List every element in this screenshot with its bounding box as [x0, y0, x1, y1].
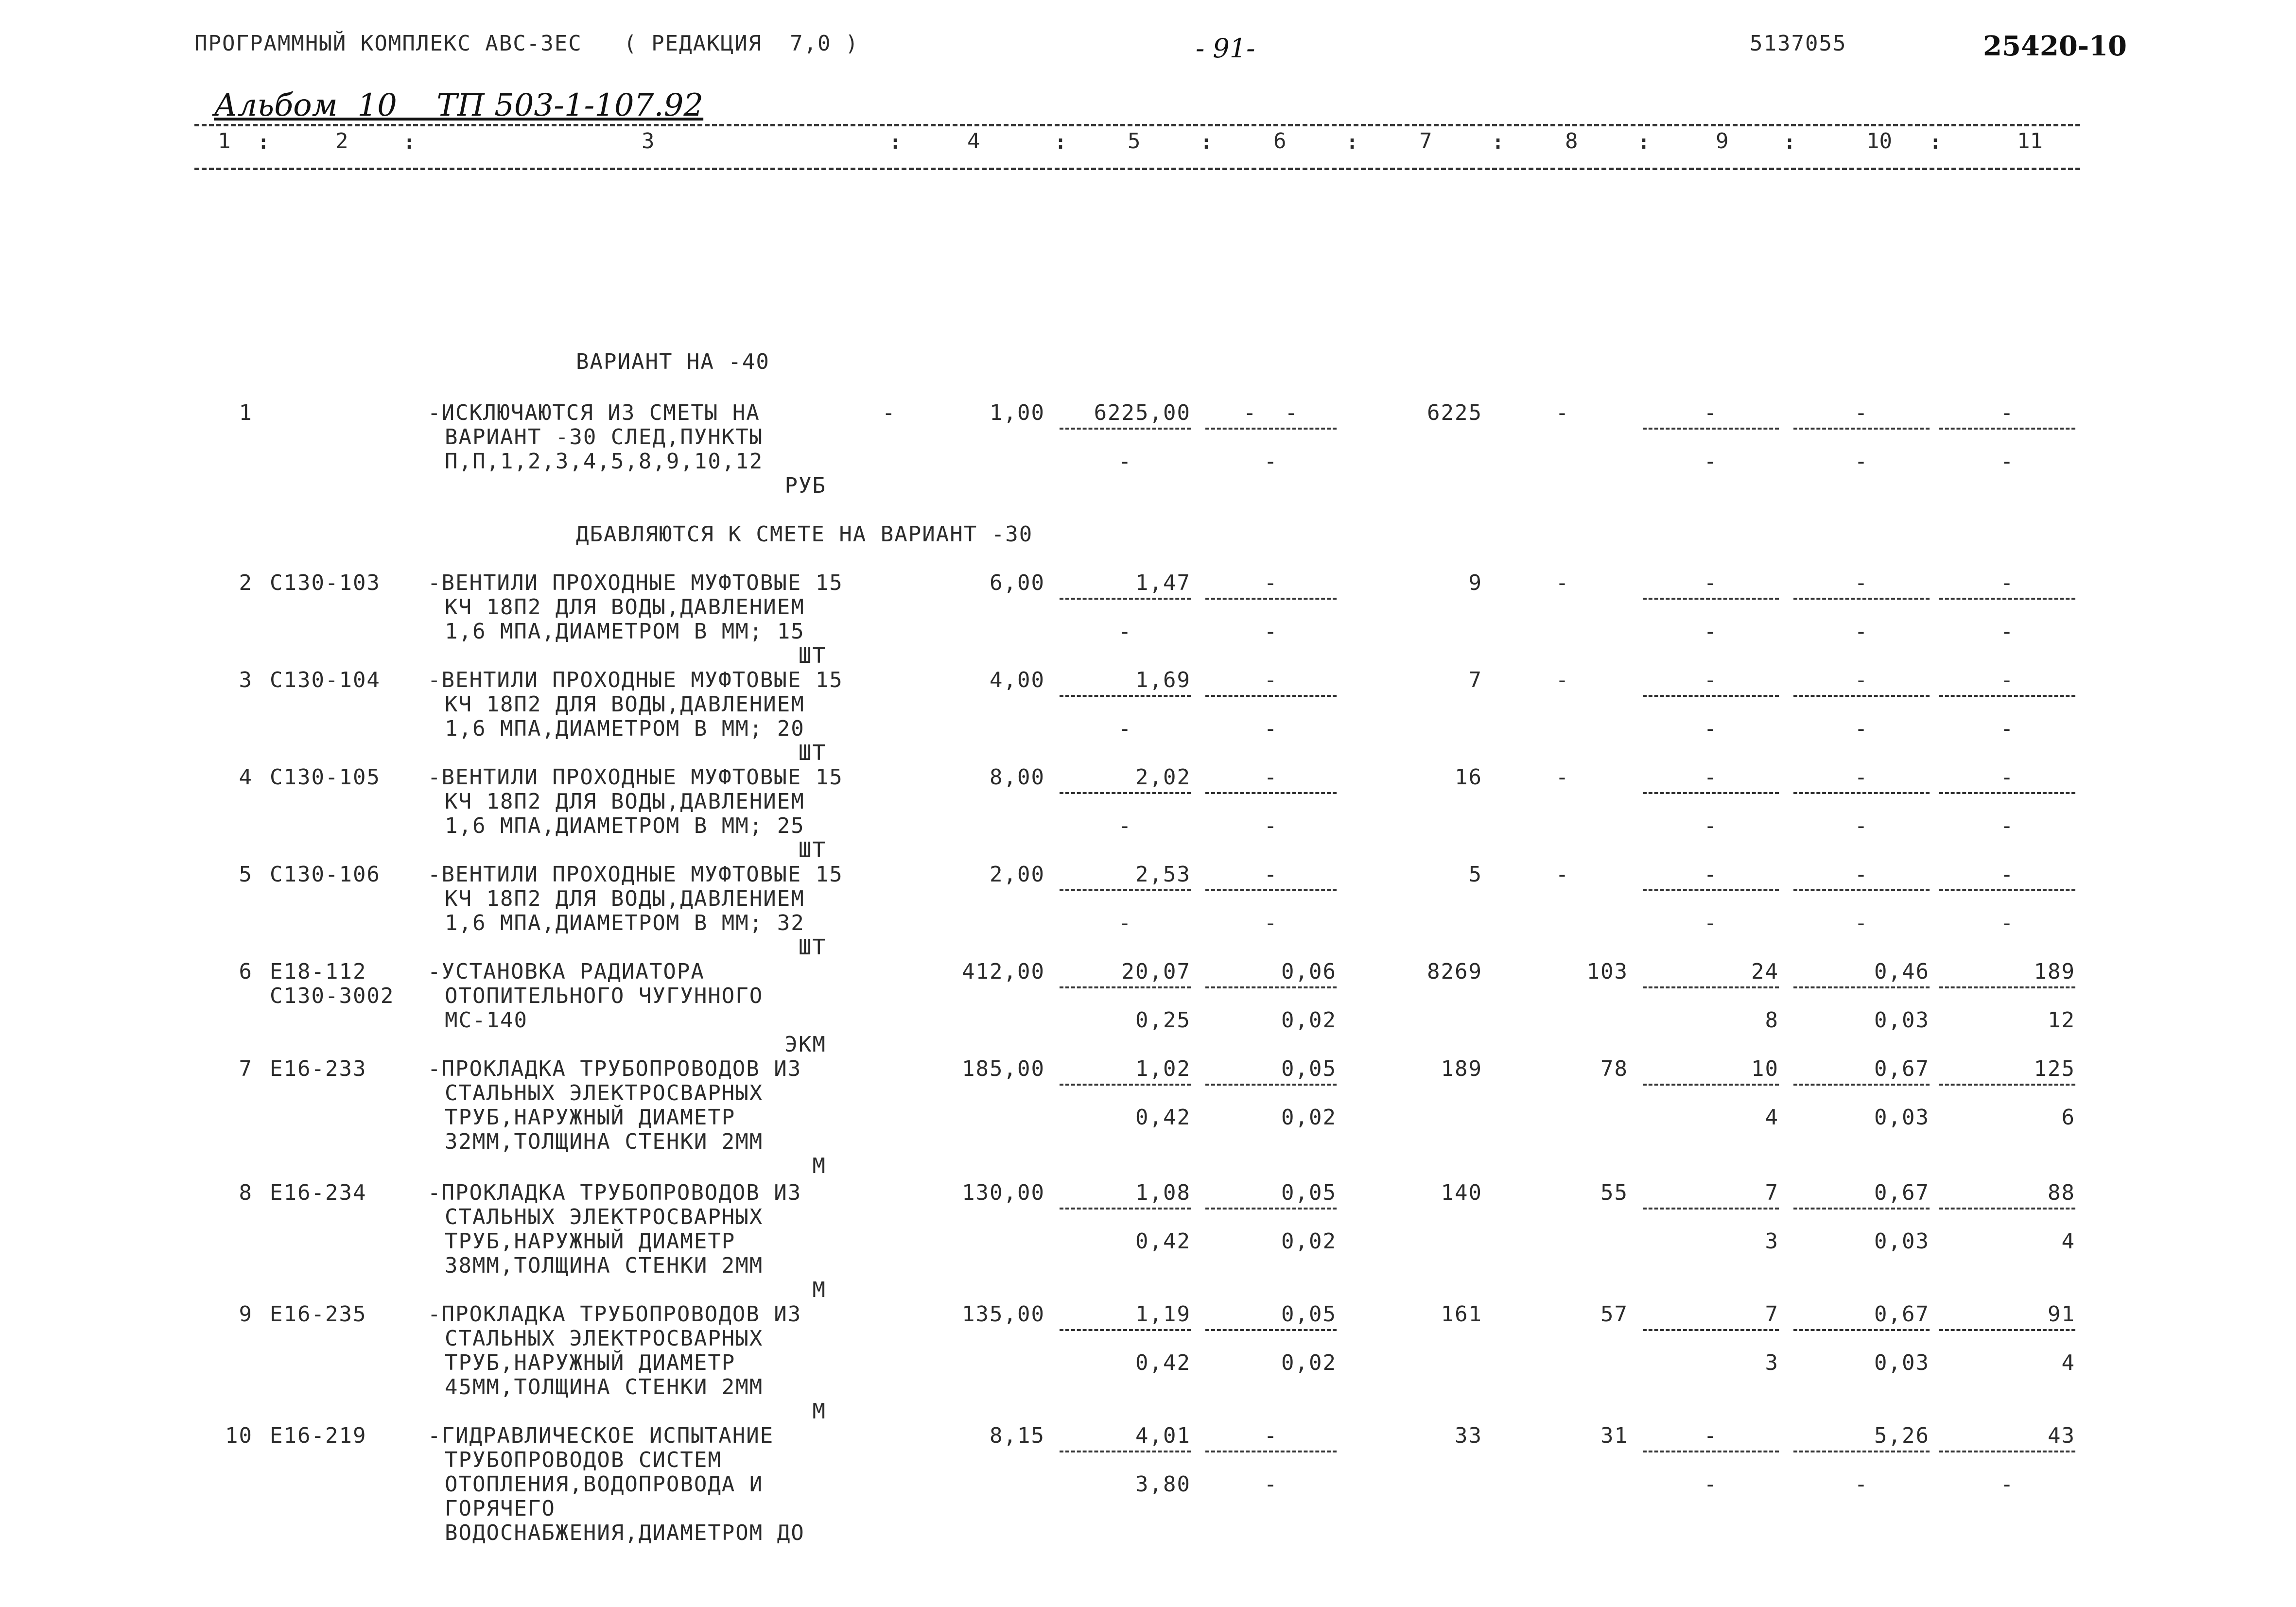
fraction-divider [1205, 1208, 1337, 1210]
fraction-divider [1060, 792, 1191, 794]
description-line: 38ММ,ТОЛЩИНА СТЕНКИ 2ММ [445, 1253, 764, 1278]
operation-wages: - [1704, 449, 1718, 474]
machine-wages: - [1264, 1472, 1278, 1497]
machine-total: 0,06 [1281, 959, 1337, 984]
labor-machine-total: 4 [2061, 1350, 2075, 1375]
labor-unit: - [1854, 400, 1869, 425]
fraction-divider [1205, 792, 1337, 794]
price-code: С130-3002 [270, 984, 395, 1008]
fraction-divider [1643, 1208, 1779, 1210]
description-line: 1,6 МПА,ДИАМЕТРОМ В ММ; 15 [445, 619, 805, 644]
column-separator: : [258, 131, 270, 154]
column-separator: : [1930, 131, 1942, 154]
fraction-divider [1793, 1451, 1930, 1452]
labor-machine-unit: - [1854, 813, 1869, 838]
price-wages: - [1118, 619, 1132, 644]
cost-wages: - [1555, 400, 1570, 425]
labor-total: 125 [2034, 1056, 2075, 1081]
fraction-divider [1793, 1208, 1930, 1210]
cost-wages: - [1555, 668, 1570, 692]
labor-total: 43 [2048, 1423, 2075, 1448]
description-line: -ПРОКЛАДКА ТРУБОПРОВОДОВ ИЗ [428, 1180, 802, 1205]
labor-total: 189 [2034, 959, 2075, 984]
labor-machine-total: - [2000, 619, 2015, 644]
quantity: 2,00 [990, 862, 1045, 887]
quantity: 8,00 [990, 765, 1045, 790]
row-number: 6 [239, 959, 253, 984]
labor-machine-unit: 0,03 [1874, 1105, 1930, 1130]
fraction-divider [1793, 695, 1930, 697]
column-separator: : [1346, 131, 1358, 154]
cost-total: 33 [1455, 1423, 1482, 1448]
operation-wages: 3 [1765, 1229, 1779, 1254]
cost-total: 189 [1441, 1056, 1482, 1081]
machine-total: - [1264, 668, 1278, 692]
fraction-divider [1205, 1451, 1337, 1452]
row-number: 3 [239, 668, 253, 692]
description-line: 45ММ,ТОЛЩИНА СТЕНКИ 2ММ [445, 1375, 764, 1400]
labor-machine-total: - [2000, 911, 2015, 935]
price-wages: - [1118, 716, 1132, 741]
cost-wages: - [1555, 570, 1570, 595]
machine-total: - [1264, 570, 1278, 595]
cost-wages: 31 [1600, 1423, 1628, 1448]
description-line: ОТОПИТЕЛЬНОГО ЧУГУННОГО [445, 984, 764, 1008]
description-line: -ВЕНТИЛИ ПРОХОДНЫЕ МУФТОВЫЕ 15 [428, 570, 843, 595]
labor-total: - [2000, 765, 2015, 790]
price-total: 6225,00 [1094, 400, 1191, 425]
unit: ШТ [799, 643, 826, 668]
price-total: 1,08 [1135, 1180, 1191, 1205]
quantity: 6,00 [990, 570, 1045, 595]
fraction-divider [1060, 889, 1191, 891]
fraction-divider [1939, 1208, 2075, 1210]
price-wages: 0,42 [1135, 1229, 1191, 1254]
fraction-divider [1643, 695, 1779, 697]
machine-wages: - [1264, 813, 1278, 838]
fraction-divider [1205, 889, 1337, 891]
quantity: 130,00 [962, 1180, 1045, 1205]
fraction-divider [1060, 428, 1191, 430]
album-reference: Альбом 10 ТП 503-1-107.92 [214, 87, 704, 123]
operation-wages: - [1704, 619, 1718, 644]
labor-unit: 0,67 [1874, 1180, 1930, 1205]
marker-dash: - [882, 400, 896, 425]
fraction-divider [1060, 598, 1191, 600]
fraction-divider [1939, 1084, 2075, 1086]
description-line: -ПРОКЛАДКА ТРУБОПРОВОДОВ ИЗ [428, 1056, 802, 1081]
page-number: - 91- [1196, 33, 1255, 64]
quantity: 8,15 [990, 1423, 1045, 1448]
row-number: 1 [239, 400, 253, 425]
document-code: 5137055 [1750, 31, 1847, 56]
description-line: ВОДОСНАБЖЕНИЯ,ДИАМЕТРОМ ДО [445, 1521, 805, 1545]
labor-machine-total: - [2000, 716, 2015, 741]
fraction-divider [1643, 889, 1779, 891]
description-line: ГОРЯЧЕГО [445, 1496, 556, 1521]
unit: ШТ [799, 741, 826, 765]
description-line: 1,6 МПА,ДИАМЕТРОМ В ММ; 25 [445, 813, 805, 838]
fraction-divider [1060, 695, 1191, 697]
column-separator: : [1492, 131, 1504, 154]
description-line: -ГИДРАВЛИЧЕСКОЕ ИСПЫТАНИЕ [428, 1423, 774, 1448]
labor-machine-total: - [2000, 1472, 2015, 1497]
fraction-divider [1643, 986, 1779, 988]
section-added30: ДБАВЛЯЮТСЯ К СМЕТЕ НА ВАРИАНТ -30 [576, 522, 1033, 547]
column-number-1: 1 [218, 129, 231, 154]
unit: М [812, 1278, 826, 1302]
labor-machine-total: 4 [2061, 1229, 2075, 1254]
operation-wages: 4 [1765, 1105, 1779, 1130]
price-total: 20,07 [1121, 959, 1191, 984]
operation-cost: - [1704, 570, 1718, 595]
machine-wages: - [1264, 716, 1278, 741]
labor-total: 88 [2048, 1180, 2075, 1205]
fraction-divider [1643, 428, 1779, 430]
row-number: 8 [239, 1180, 253, 1205]
labor-machine-unit: - [1854, 716, 1869, 741]
column-number-6: 6 [1273, 129, 1287, 154]
price-wages: 0,42 [1135, 1105, 1191, 1130]
fraction-divider [1939, 1329, 2075, 1331]
labor-machine-unit: - [1854, 449, 1869, 474]
operation-cost: 7 [1765, 1180, 1779, 1205]
fraction-divider [1939, 598, 2075, 600]
description-line: -УСТАНОВКА РАДИАТОРА [428, 959, 705, 984]
fraction-divider [1205, 598, 1337, 600]
cost-wages: - [1555, 862, 1570, 887]
quantity: 1,00 [990, 400, 1045, 425]
description-line: СТАЛЬНЫХ ЭЛЕКТРОСВАРНЫХ [445, 1205, 764, 1229]
norm-code: Е16-234 [270, 1180, 367, 1205]
operation-wages: 8 [1765, 1008, 1779, 1033]
price-wages: - [1118, 813, 1132, 838]
program-header: ПРОГРАММНЫЙ КОМПЛЕКС АВС-3ЕС ( РЕДАКЦИЯ 7,0 ) [194, 31, 859, 56]
labor-total: - [2000, 570, 2015, 595]
machine-wages: - [1264, 449, 1278, 474]
description-line: 1,6 МПА,ДИАМЕТРОМ В ММ; 20 [445, 716, 805, 741]
machine-total: - [1264, 862, 1278, 887]
fraction-divider [1205, 695, 1337, 697]
column-number-2: 2 [335, 129, 348, 154]
machine-wages: - [1264, 619, 1278, 644]
fraction-divider [1205, 428, 1337, 430]
labor-unit: - [1854, 765, 1869, 790]
fraction-divider [1060, 1084, 1191, 1086]
description-line: КЧ 18П2 ДЛЯ ВОДЫ,ДАВЛЕНИЕМ [445, 595, 805, 620]
row-number: 9 [239, 1302, 253, 1327]
column-number-11: 11 [2017, 129, 2043, 154]
column-number-5: 5 [1128, 129, 1141, 154]
column-number-7: 7 [1419, 129, 1432, 154]
fraction-divider [1060, 1451, 1191, 1452]
labor-unit: 0,67 [1874, 1056, 1930, 1081]
header-rule-bottom [194, 168, 2080, 170]
operation-cost: - [1704, 1423, 1718, 1448]
row-number: 10 [225, 1423, 253, 1448]
description-line: -ВЕНТИЛИ ПРОХОДНЫЕ МУФТОВЫЕ 15 [428, 765, 843, 790]
fraction-divider [1060, 986, 1191, 988]
operation-wages: - [1704, 813, 1718, 838]
description-line: -ВЕНТИЛИ ПРОХОДНЫЕ МУФТОВЫЕ 15 [428, 668, 843, 692]
row-number: 7 [239, 1056, 253, 1081]
price-wages: - [1118, 911, 1132, 935]
cost-total: 161 [1441, 1302, 1482, 1327]
machine-total: 0,05 [1281, 1056, 1337, 1081]
norm-code: Е18-112 [270, 959, 367, 984]
quantity: 185,00 [962, 1056, 1045, 1081]
operation-cost: - [1704, 400, 1718, 425]
price-total: 1,69 [1135, 668, 1191, 692]
labor-unit: 5,26 [1874, 1423, 1930, 1448]
description-line: П,П,1,2,3,4,5,8,9,10,12 [445, 449, 764, 474]
description-line: 1,6 МПА,ДИАМЕТРОМ В ММ; 32 [445, 911, 805, 935]
document-number: 25420-10 [1983, 30, 2127, 62]
description-line: -ИСКЛЮЧАЮТСЯ ИЗ СМЕТЫ НА [428, 400, 760, 425]
description-line: ВАРИАНТ -30 СЛЕД,ПУНКТЫ [445, 425, 764, 449]
row-number: 4 [239, 765, 253, 790]
cost-wages: - [1555, 765, 1570, 790]
fraction-divider [1793, 986, 1930, 988]
section-variant40: ВАРИАНТ НА -40 [576, 349, 770, 374]
fraction-divider [1643, 1084, 1779, 1086]
labor-machine-total: 12 [2048, 1008, 2075, 1033]
fraction-divider [1939, 792, 2075, 794]
fraction-divider [1793, 428, 1930, 430]
labor-machine-total: 6 [2061, 1105, 2075, 1130]
fraction-divider [1643, 1329, 1779, 1331]
fraction-divider [1205, 986, 1337, 988]
description-line: ТРУБ,НАРУЖНЫЙ ДИАМЕТР [445, 1105, 736, 1130]
header-rule-top [194, 124, 2080, 126]
fraction-divider [1060, 1329, 1191, 1331]
quantity: 4,00 [990, 668, 1045, 692]
column-separator: : [889, 131, 902, 154]
fraction-divider [1205, 1329, 1337, 1331]
cost-total: 5 [1468, 862, 1482, 887]
operation-wages: - [1704, 911, 1718, 935]
price-total: 1,19 [1135, 1302, 1191, 1327]
price-total: 1,02 [1135, 1056, 1191, 1081]
description-line: СТАЛЬНЫХ ЭЛЕКТРОСВАРНЫХ [445, 1081, 764, 1106]
fraction-divider [1060, 1208, 1191, 1210]
norm-code: Е16-219 [270, 1423, 367, 1448]
norm-code: Е16-235 [270, 1302, 367, 1327]
machine-total: - [1264, 765, 1278, 790]
labor-unit: - [1854, 570, 1869, 595]
machine-total: 0,05 [1281, 1180, 1337, 1205]
unit: РУБ [784, 473, 826, 498]
column-separator: : [1638, 131, 1650, 154]
column-separator: : [1784, 131, 1796, 154]
operation-cost: - [1704, 668, 1718, 692]
price-wages: 3,80 [1135, 1472, 1191, 1497]
unit: ШТ [799, 935, 826, 960]
machine-total: 0,05 [1281, 1302, 1337, 1327]
cost-total: 7 [1468, 668, 1482, 692]
machine-wages: 0,02 [1281, 1350, 1337, 1375]
machine-wages: - [1264, 911, 1278, 935]
price-wages: - [1118, 449, 1132, 474]
fraction-divider [1939, 428, 2075, 430]
norm-code: С130-104 [270, 668, 381, 692]
column-number-8: 8 [1565, 129, 1578, 154]
labor-machine-unit: 0,03 [1874, 1350, 1930, 1375]
machine-wages: 0,02 [1281, 1105, 1337, 1130]
price-total: 2,53 [1135, 862, 1191, 887]
row-number: 2 [239, 570, 253, 595]
cost-total: 9 [1468, 570, 1482, 595]
labor-unit: - [1854, 862, 1869, 887]
price-total: 4,01 [1135, 1423, 1191, 1448]
column-number-4: 4 [967, 129, 980, 154]
fraction-divider [1643, 1451, 1779, 1452]
labor-unit: - [1854, 668, 1869, 692]
labor-machine-unit: 0,03 [1874, 1008, 1930, 1033]
column-separator: : [403, 131, 416, 154]
machine-total: - - [1243, 400, 1299, 425]
operation-cost: - [1704, 765, 1718, 790]
description-line: -ВЕНТИЛИ ПРОХОДНЫЕ МУФТОВЫЕ 15 [428, 862, 843, 887]
description-line: ТРУБ,НАРУЖНЫЙ ДИАМЕТР [445, 1350, 736, 1375]
labor-total: - [2000, 668, 2015, 692]
machine-wages: 0,02 [1281, 1229, 1337, 1254]
machine-wages: 0,02 [1281, 1008, 1337, 1033]
price-wages: 0,42 [1135, 1350, 1191, 1375]
description-line: ТРУБ,НАРУЖНЫЙ ДИАМЕТР [445, 1229, 736, 1254]
labor-machine-total: - [2000, 449, 2015, 474]
operation-wages: - [1704, 1472, 1718, 1497]
labor-machine-unit: 0,03 [1874, 1229, 1930, 1254]
description-line: МС-140 [445, 1008, 528, 1033]
norm-code: С130-103 [270, 570, 381, 595]
description-line: КЧ 18П2 ДЛЯ ВОДЫ,ДАВЛЕНИЕМ [445, 886, 805, 911]
labor-total: - [2000, 400, 2015, 425]
labor-machine-total: - [2000, 813, 2015, 838]
row-number: 5 [239, 862, 253, 887]
labor-unit: 0,67 [1874, 1302, 1930, 1327]
column-number-3: 3 [642, 129, 655, 154]
cost-total: 8269 [1427, 959, 1482, 984]
norm-code: Е16-233 [270, 1056, 367, 1081]
fraction-divider [1939, 889, 2075, 891]
labor-machine-unit: - [1854, 619, 1869, 644]
operation-wages: - [1704, 716, 1718, 741]
labor-machine-unit: - [1854, 1472, 1869, 1497]
cost-total: 6225 [1427, 400, 1482, 425]
fraction-divider [1205, 1084, 1337, 1086]
fraction-divider [1643, 598, 1779, 600]
labor-total: - [2000, 862, 2015, 887]
unit: ШТ [799, 838, 826, 863]
fraction-divider [1939, 695, 2075, 697]
price-wages: 0,25 [1135, 1008, 1191, 1033]
operation-cost: 7 [1765, 1302, 1779, 1327]
unit: М [812, 1154, 826, 1178]
fraction-divider [1793, 889, 1930, 891]
labor-total: 91 [2048, 1302, 2075, 1327]
cost-wages: 55 [1600, 1180, 1628, 1205]
description-line: 32ММ,ТОЛЩИНА СТЕНКИ 2ММ [445, 1129, 764, 1154]
norm-code: С130-106 [270, 862, 381, 887]
fraction-divider [1793, 598, 1930, 600]
cost-wages: 57 [1600, 1302, 1628, 1327]
fraction-divider [1939, 1451, 2075, 1452]
description-line: КЧ 18П2 ДЛЯ ВОДЫ,ДАВЛЕНИЕМ [445, 692, 805, 717]
description-line: ОТОПЛЕНИЯ,ВОДОПРОВОДА И [445, 1472, 764, 1497]
fraction-divider [1939, 986, 2075, 988]
description-line: ТРУБОПРОВОДОВ СИСТЕМ [445, 1448, 722, 1472]
column-separator: : [1055, 131, 1067, 154]
column-separator: : [1200, 131, 1213, 154]
quantity: 135,00 [962, 1302, 1045, 1327]
machine-total: - [1264, 1423, 1278, 1448]
norm-code: С130-105 [270, 765, 381, 790]
column-number-9: 9 [1716, 129, 1729, 154]
price-total: 1,47 [1135, 570, 1191, 595]
description-line: СТАЛЬНЫХ ЭЛЕКТРОСВАРНЫХ [445, 1326, 764, 1351]
fraction-divider [1793, 1084, 1930, 1086]
cost-wages: 78 [1600, 1056, 1628, 1081]
fraction-divider [1793, 792, 1930, 794]
column-number-10: 10 [1866, 129, 1892, 154]
cost-wages: 103 [1586, 959, 1628, 984]
labor-machine-unit: - [1854, 911, 1869, 935]
fraction-divider [1793, 1329, 1930, 1331]
description-line: КЧ 18П2 ДЛЯ ВОДЫ,ДАВЛЕНИЕМ [445, 789, 805, 814]
quantity: 412,00 [962, 959, 1045, 984]
operation-wages: 3 [1765, 1350, 1779, 1375]
cost-total: 140 [1441, 1180, 1482, 1205]
cost-total: 16 [1455, 765, 1482, 790]
description-line: -ПРОКЛАДКА ТРУБОПРОВОДОВ ИЗ [428, 1302, 802, 1327]
operation-cost: 10 [1751, 1056, 1779, 1081]
operation-cost: - [1704, 862, 1718, 887]
unit: М [812, 1399, 826, 1424]
labor-unit: 0,46 [1874, 959, 1930, 984]
unit: ЭКМ [784, 1032, 826, 1057]
fraction-divider [1643, 792, 1779, 794]
price-total: 2,02 [1135, 765, 1191, 790]
operation-cost: 24 [1751, 959, 1779, 984]
